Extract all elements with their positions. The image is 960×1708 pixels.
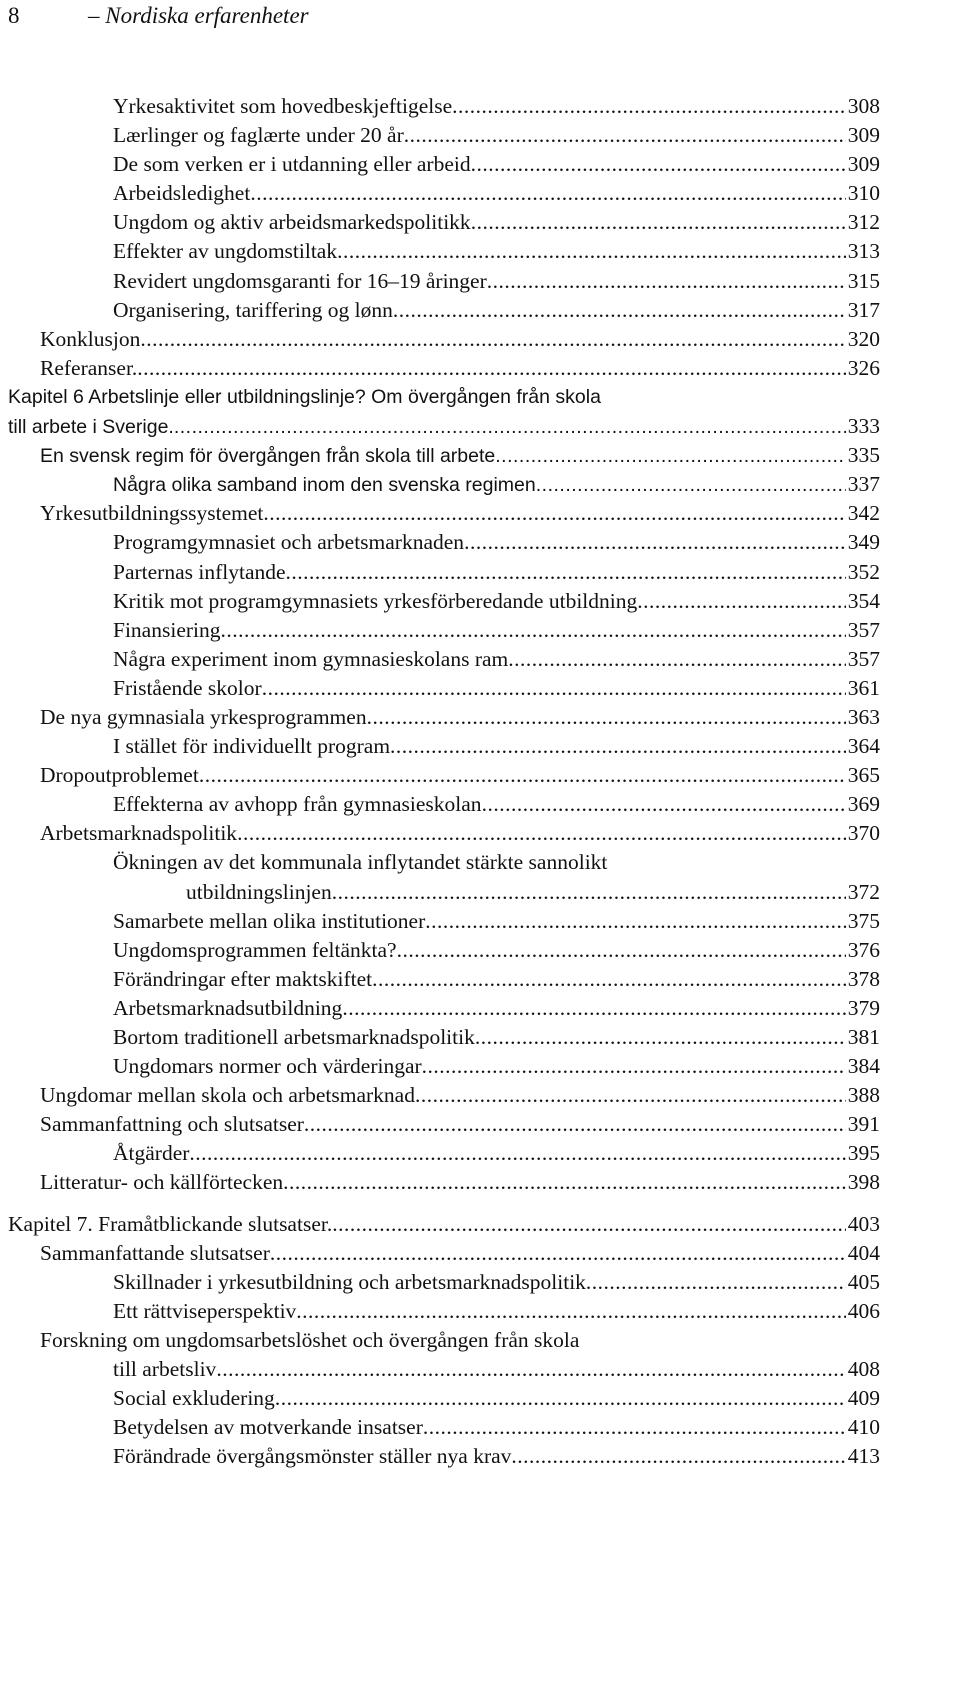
- toc-entry: [0, 1110, 960, 1139]
- toc-entry: [0, 558, 960, 587]
- toc-entry-title: I stället för individuellt program: [113, 734, 391, 759]
- toc-entry-title: Bortom traditionell arbetsmarknadspolitik: [113, 1025, 475, 1049]
- toc-entry-page: 352: [847, 559, 880, 584]
- toc-entry-page: 406: [847, 1298, 880, 1323]
- toc-entry-page: 310: [847, 181, 880, 206]
- dot-leader: [237, 819, 846, 848]
- toc-entry-page: 375: [847, 908, 880, 933]
- toc-entry-row: [113, 267, 880, 296]
- dot-leader: [199, 761, 846, 790]
- toc-entry-title: Effekter av ungdomstiltak: [113, 239, 338, 264]
- toc-entry-row: [113, 1442, 880, 1471]
- toc-entry-page: 320: [847, 326, 880, 351]
- toc-entry-title: Programgymnasiet och arbetsmarknaden: [113, 530, 465, 555]
- dot-leader: [372, 965, 846, 994]
- toc-entry-title: Sammanfattning och slutsatser: [40, 1112, 304, 1137]
- toc-entry-title: Lærlinger og faglærte under 20 år: [113, 123, 404, 148]
- toc-entry-row: [113, 121, 880, 150]
- toc-entry-page: 315: [847, 268, 880, 293]
- toc-entry-title: Arbetsmarknadsutbildning: [113, 995, 343, 1020]
- toc-entry-row: [113, 994, 880, 1023]
- toc-entry-row: [113, 1052, 880, 1081]
- dot-leader: [495, 442, 846, 471]
- dot-leader: [342, 994, 845, 1023]
- toc-entry-page: 372: [847, 879, 880, 904]
- toc-entry-title: utbildningslinjen: [186, 879, 332, 904]
- toc-entry: [0, 1168, 960, 1197]
- toc-entry-title: Arbetsmarknadspolitik: [40, 821, 238, 846]
- toc-entry-title: Skillnader i yrkesutbildning och arbetsmarknadspolitik: [113, 1269, 586, 1294]
- toc-entry-row: [113, 1297, 880, 1326]
- toc-entry-row: [113, 150, 880, 179]
- toc-entry-page: 342: [847, 501, 880, 526]
- toc-entry-page: 309: [847, 123, 880, 148]
- toc-entry-title: Finansiering: [113, 617, 221, 642]
- toc-entry: [0, 1355, 960, 1384]
- dot-leader: [332, 878, 846, 907]
- toc-entry-row: [113, 732, 880, 761]
- dot-leader: [482, 790, 846, 819]
- toc-entry-title: Referanser.: [40, 355, 138, 380]
- toc-entry: [0, 92, 960, 121]
- toc-entry-page: 395: [847, 1141, 880, 1166]
- dot-leader: [140, 325, 845, 354]
- toc-entry-row: [113, 296, 880, 325]
- toc-entry: [0, 732, 960, 761]
- toc-entry-page: 378: [847, 966, 880, 991]
- dot-leader: [475, 1023, 846, 1052]
- toc-entry-row: [113, 645, 880, 674]
- toc-entry-title: Kritik mot programgymnasiets yrkesförberedande utbildning: [113, 588, 638, 613]
- dot-leader: [471, 208, 846, 237]
- toc-entry-row: [40, 354, 880, 383]
- dot-leader: [471, 150, 846, 179]
- toc-entry: [0, 499, 960, 528]
- toc-entry-page: 337: [847, 472, 880, 497]
- dot-leader: [508, 645, 845, 674]
- dot-leader: [262, 674, 846, 703]
- toc-entry-page: 357: [847, 646, 880, 671]
- toc-entry-row: [113, 1355, 880, 1384]
- toc-entry-row: [113, 1413, 880, 1442]
- dot-leader: [216, 1355, 845, 1384]
- toc-entry: [0, 1023, 960, 1052]
- toc-entry-page: 365: [847, 763, 880, 788]
- dot-leader: [393, 296, 846, 325]
- toc-entry-row: [40, 325, 880, 354]
- toc-entry-title: Sammanfattande slutsatser: [40, 1240, 270, 1265]
- dot-leader: [637, 587, 846, 616]
- toc-entry-row: [113, 1384, 880, 1413]
- toc-entry-page: 312: [847, 210, 880, 235]
- dot-leader: [390, 732, 846, 761]
- toc-entry-row: [113, 587, 880, 616]
- dot-leader: [586, 1268, 846, 1297]
- toc-entry: [0, 1139, 960, 1168]
- toc-entry: [0, 1442, 960, 1471]
- toc-entry: [0, 1210, 960, 1239]
- dot-leader: [304, 1110, 846, 1139]
- toc-entry-title: Konklusjon: [40, 326, 141, 351]
- toc-entry: [0, 1326, 960, 1355]
- toc-entry-row: [8, 383, 601, 412]
- toc-entry: [0, 848, 960, 877]
- running-header: [8, 2, 309, 30]
- dot-leader: [367, 703, 846, 732]
- toc-entry-title: Litteratur- och källförtecken: [40, 1170, 284, 1195]
- toc-entry-row: [40, 1239, 880, 1268]
- toc-entry: [0, 1413, 960, 1442]
- toc-entry-row: [113, 237, 880, 266]
- toc-entry-title: Ungdomsprogrammen feltänkta?: [113, 937, 397, 962]
- toc-entry-title: Några olika samband inom den svenska regimen: [113, 474, 536, 497]
- toc-entry-page: 361: [847, 675, 880, 700]
- toc-entry: [0, 296, 960, 325]
- toc-entry: [0, 587, 960, 616]
- toc-entry: [0, 121, 960, 150]
- toc-entry-page: 384: [847, 1054, 880, 1079]
- toc-entry-title: Ökningen av det kommunala inflytandet stärkte sannolikt: [113, 850, 608, 875]
- toc-entry-title: Ungdom og aktiv arbeidsmarkedspolitikk: [113, 210, 471, 235]
- toc-entry-title: till arbetsliv: [113, 1357, 217, 1382]
- toc-entry-page: 326: [847, 355, 880, 380]
- toc-entry-title: Åtgärder: [113, 1141, 190, 1166]
- toc-entry-row: [40, 1081, 880, 1110]
- toc-entry: [0, 150, 960, 179]
- toc-entry-title: Organisering, tariffering og lønn: [113, 297, 393, 322]
- toc-entry-page: 381: [847, 1025, 880, 1049]
- toc-entry: [0, 1239, 960, 1268]
- dot-leader: [397, 936, 846, 965]
- toc-entry-row: [113, 907, 880, 936]
- toc-entry: [0, 179, 960, 208]
- toc-entry-row: [40, 1110, 880, 1139]
- toc-entry-page: 404: [847, 1240, 880, 1265]
- toc-entry: [0, 965, 960, 994]
- toc-entry-title: Forskning om ungdomsarbetslöshet och övergången från skola: [40, 1327, 580, 1352]
- dot-leader: [189, 1139, 845, 1168]
- toc-entry: [0, 237, 960, 266]
- toc-entry-title: Kapitel 6 Arbetslinje eller utbildningslinje? Om övergången från skola: [8, 385, 601, 408]
- toc-entry-page: 363: [847, 704, 880, 729]
- toc-entry-page: 370: [847, 821, 880, 846]
- toc-entry: [0, 267, 960, 296]
- toc-entry-page: 409: [847, 1386, 880, 1411]
- toc-entry-page: 309: [847, 152, 880, 177]
- toc-entry: [0, 616, 960, 645]
- toc-entry-row: [113, 1139, 880, 1168]
- toc-entry: [0, 325, 960, 354]
- toc-entry-title: Parternas inflytande: [113, 559, 286, 584]
- toc-entry: [0, 994, 960, 1023]
- toc-entry: [0, 383, 960, 412]
- toc-entry-row: [40, 441, 880, 470]
- toc-entry-title: Betydelsen av motverkande insatser: [113, 1415, 423, 1440]
- toc-entry: [0, 790, 960, 819]
- toc-entry-row: [113, 1023, 880, 1052]
- toc-entry-title: Arbeidsledighet: [113, 181, 251, 206]
- toc-entry-title: En svensk regim för övergången från skola till arbete: [40, 445, 496, 468]
- toc-entry: [0, 878, 960, 907]
- toc-entry-title: Kapitel 7. Framåtblickande slutsatser.: [8, 1211, 333, 1236]
- dot-leader: [464, 528, 846, 557]
- toc-entry-page: 354: [847, 588, 880, 613]
- toc-entry: [0, 441, 960, 470]
- toc-entry-row: [113, 558, 880, 587]
- toc-entry: [0, 819, 960, 848]
- toc-entry: [0, 1297, 960, 1326]
- toc-entry-page: 335: [847, 443, 880, 468]
- dot-leader: [275, 1384, 846, 1413]
- toc-entry-page: 405: [847, 1269, 880, 1294]
- toc-entry-page: 408: [847, 1357, 880, 1382]
- dot-leader: [263, 499, 845, 528]
- dot-leader: [286, 558, 846, 587]
- dot-leader: [270, 1239, 846, 1268]
- toc-entry-page: 317: [847, 297, 880, 322]
- toc-entry-page: 376: [847, 937, 880, 962]
- toc-entry-title: Effekterna av avhopp från gymnasieskolan: [113, 792, 482, 817]
- toc-entry-title: De nya gymnasiala yrkesprogrammen: [40, 704, 367, 729]
- toc-entry-title: De som verken er i utdanning eller arbeid: [113, 152, 471, 177]
- dot-leader: [404, 121, 846, 150]
- toc-entry-row: [186, 878, 880, 907]
- toc-entry-row: [40, 703, 880, 732]
- toc-entry-page: 388: [847, 1083, 880, 1108]
- dot-leader: [283, 1168, 846, 1197]
- toc-entry-row: [40, 761, 880, 790]
- toc-entry-page: 398: [847, 1170, 880, 1195]
- toc-entry-title: Samarbete mellan olika institutioner: [113, 908, 426, 933]
- toc-entry-row: [8, 412, 880, 441]
- toc-entry-title: Förändringar efter maktskiftet: [113, 966, 373, 991]
- dot-leader: [337, 237, 846, 266]
- toc-entry-title: Ungdomar mellan skola och arbetsmarknad: [40, 1083, 415, 1108]
- toc-entry: [0, 936, 960, 965]
- toc-entry-title: Fristående skolor: [113, 675, 262, 700]
- toc-entry-title: Yrkesutbildningssystemet: [40, 501, 264, 526]
- toc-entry-row: [40, 1168, 880, 1197]
- toc-entry: [0, 703, 960, 732]
- toc-entry-page: 410: [847, 1415, 880, 1440]
- toc-entry: [0, 528, 960, 557]
- dot-leader: [415, 1081, 846, 1110]
- toc-entry-title: Några experiment inom gymnasieskolans ram: [113, 646, 509, 671]
- dot-leader: [536, 471, 846, 500]
- toc-entry: [0, 674, 960, 703]
- toc-entry-page: 364: [847, 734, 880, 759]
- toc-entry-row: [113, 528, 880, 557]
- toc-entry-row: [113, 616, 880, 645]
- toc-entry-title: Ett rättviseperspektiv: [113, 1298, 297, 1323]
- toc-entry: [0, 208, 960, 237]
- toc-entry-title: Ungdomars normer och värderingar: [113, 1054, 422, 1079]
- dot-leader: [332, 1210, 846, 1239]
- toc-entry-title: Förändrade övergångsmönster ställer nya krav: [113, 1444, 512, 1469]
- toc-entry-page: 333: [847, 414, 880, 439]
- toc-entry-page: 413: [847, 1444, 880, 1469]
- toc-entry-row: [8, 1210, 880, 1239]
- toc-entry: [0, 645, 960, 674]
- dot-leader: [487, 267, 846, 296]
- toc-entry-row: [40, 819, 880, 848]
- toc-entry-page: 379: [847, 995, 880, 1020]
- toc-entry-page: 369: [847, 792, 880, 817]
- toc-entry: [0, 1081, 960, 1110]
- dot-leader: [423, 1413, 846, 1442]
- toc-entry-row: [113, 936, 880, 965]
- toc-entry-title: Yrkesaktivitet som hovedbeskjeftigelse: [113, 94, 453, 118]
- page-number: 8: [8, 3, 20, 28]
- dot-leader: [137, 354, 845, 383]
- dot-leader: [174, 413, 846, 442]
- toc-entry-row: [113, 470, 880, 499]
- toc-entry: [0, 1052, 960, 1081]
- dot-leader: [425, 907, 845, 936]
- table-of-contents: [0, 92, 960, 1471]
- toc-entry: [0, 470, 960, 499]
- toc-entry-page: 308: [847, 94, 880, 118]
- toc-entry: [0, 907, 960, 936]
- toc-entry-row: [113, 674, 880, 703]
- toc-entry-page: 403: [847, 1211, 880, 1236]
- running-title: – Nordiska erfarenheter: [88, 3, 309, 28]
- toc-entry-row: [113, 92, 880, 121]
- toc-entry-page: 313: [847, 239, 880, 264]
- toc-entry-page: 357: [847, 617, 880, 642]
- toc-entry-page: 349: [847, 530, 880, 555]
- toc-entry-title: till arbete i Sverige.: [8, 416, 174, 439]
- toc-entry-row: [113, 965, 880, 994]
- dot-leader: [422, 1052, 846, 1081]
- toc-entry: [0, 1384, 960, 1413]
- toc-entry-row: [113, 179, 880, 208]
- dot-leader: [296, 1297, 845, 1326]
- toc-entry-title: Dropoutproblemet: [40, 763, 199, 788]
- toc-entry-row: [40, 1326, 579, 1355]
- toc-entry-title: Social exkludering: [113, 1386, 275, 1411]
- dot-leader: [250, 179, 845, 208]
- toc-entry-row: [113, 848, 607, 877]
- toc-entry-title: Revidert ungdomsgaranti for 16–19 åringer: [113, 268, 487, 293]
- dot-leader: [511, 1442, 845, 1471]
- dot-leader: [221, 616, 846, 645]
- toc-entry: [0, 1268, 960, 1297]
- toc-entry: [0, 761, 960, 790]
- toc-entry: [0, 354, 960, 383]
- toc-entry-row: [113, 208, 880, 237]
- toc-entry: [0, 412, 960, 441]
- dot-leader: [452, 92, 846, 121]
- toc-entry-row: [113, 790, 880, 819]
- toc-entry-row: [113, 1268, 880, 1297]
- toc-entry-page: 391: [847, 1112, 880, 1137]
- toc-entry-row: [40, 499, 880, 528]
